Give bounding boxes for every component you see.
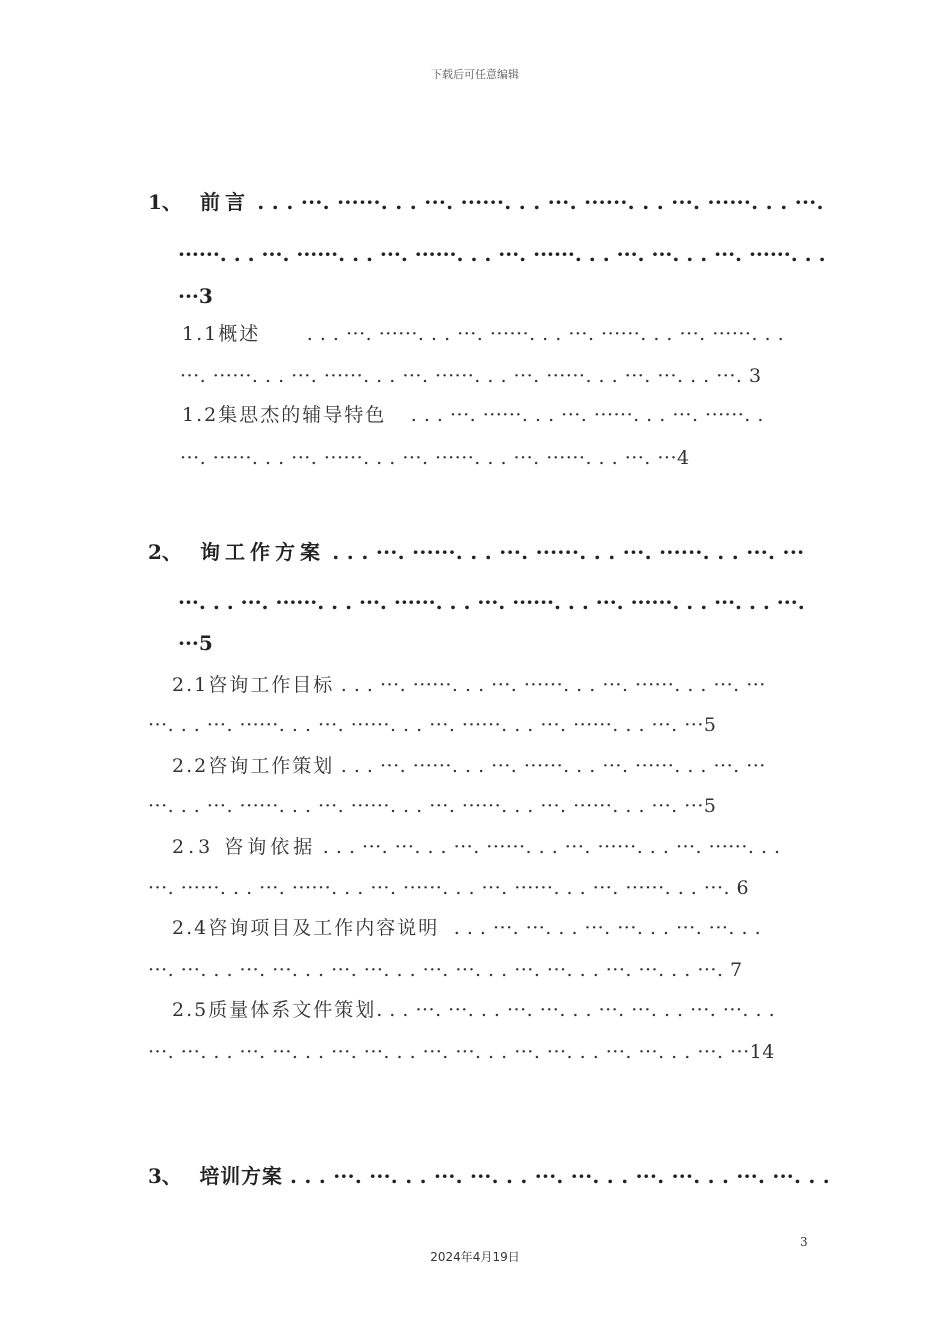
toc-leader: . . . ···. ···. . . ···. ···. . . ···. ···. . . ···. ···. . . ···. ···. . . [282, 1164, 830, 1188]
toc-entry-1-cont: ······. . . ···. ······. . . ···. ······. . . ···. ······. . . ···. ···. . . ···. ······. . . [178, 242, 826, 266]
toc-number: 3、 [148, 1164, 182, 1188]
toc-title: 1.2集思杰的辅导特色 [182, 404, 387, 426]
toc-leader: . . . ···. ······. . . ···. ······. . . ···. ······. . . ···. ··· [334, 755, 766, 777]
toc-leader: . . . ···. ······. . . ···. ······. . . ···. ······. . . ···. ······. . . ···. [250, 190, 824, 214]
toc-entry-2-5-cont: ···. ···. . . ···. ···. . . ···. ···. . . ···. ···. . . ···. ···. . . ···. ···. . . ···. ···14 [148, 1041, 775, 1063]
toc-leader: . . . ···. ···. . . ···. ···. . . ···. ···. . . ···. ···. . . [376, 999, 776, 1021]
toc-leader: . . . ···. ······. . . ···. ······. . . ···. ······. . . ···. ··· [325, 540, 805, 564]
toc-entry-2-4[interactable] [172, 916, 761, 940]
toc-entry-2-1-cont: ···. . . ···. ······. . . ···. ······. . . ···. ······. . . ···. ······. . . ···. ···5 [148, 714, 717, 736]
toc-entry-2-3-cont: ···. ······. . . ···. ······. . . ···. ······. . . ···. ······. . . ···. ······. . . ···. 6 [148, 877, 750, 899]
toc-entry-2-cont: ···. . . ···. ······. . . ···. ······. . . ···. ······. . . ···. ······. . . ···. . . ···. [178, 590, 805, 614]
toc-leader: . . . ···. ···. . . ···. ······. . . ···. ······. . . ···. ······. . . [316, 836, 781, 858]
toc-entry-2-1[interactable] [172, 673, 766, 697]
toc-entry-2[interactable] [148, 540, 804, 564]
toc-entry-2-2[interactable] [172, 754, 766, 778]
toc-title: 询工作方案 [200, 540, 325, 564]
toc-title: 培训方案 [199, 1164, 283, 1188]
toc-title: 2.2咨询工作策划 [172, 755, 335, 777]
toc-leader: . . . ···. ······. . . ···. ······. . . ···. ······. . . ···. ······. . . [300, 323, 785, 345]
toc-entry-1[interactable] [148, 190, 824, 214]
toc-entry-3[interactable] [148, 1164, 830, 1188]
toc-entry-1-2[interactable] [182, 403, 764, 427]
toc-title: 2.4咨询项目及工作内容说明 [172, 917, 440, 939]
toc-title: 2.3 咨询依据 [172, 836, 317, 858]
toc-title: 前言 [200, 190, 250, 214]
toc-leader: . . . ···. ······. . . ···. ······. . . ···. ······. . . ···. ··· [334, 674, 766, 696]
toc-leader: . . . ···. ······. . . ···. ······. . . ···. ······. . [404, 404, 764, 426]
toc-entry-2-5[interactable] [172, 998, 775, 1022]
toc-entry-1-page: ···3 [178, 284, 213, 308]
page-header: 下载后可任意编辑 [431, 68, 519, 81]
toc-leader: . . . ···. ···. . . ···. ···. . . ···. ···. . . [447, 917, 762, 939]
toc-number: 1、 [148, 190, 182, 214]
page-number: 3 [800, 1235, 808, 1249]
toc-entry-2-4-cont: ···. ···. . . ···. ···. . . ···. ···. . . ···. ···. . . ···. ···. . . ···. ···. . . ···. 7 [148, 959, 743, 981]
toc-number: 2、 [148, 540, 182, 564]
toc-entry-1-1-cont: ···. ······. . . ···. ······. . . ···. ······. . . ···. ······. . . ···. ···. . . ···. 3 [180, 365, 762, 387]
toc-entry-2-2-cont: ···. . . ···. ······. . . ···. ······. . . ···. ······. . . ···. ······. . . ···. ···5 [148, 795, 717, 817]
toc-entry-2-3[interactable] [172, 835, 781, 859]
toc-title: 2.5质量体系文件策划 [172, 999, 377, 1021]
page-footer-date: 2024年4月19日 [430, 1250, 520, 1264]
toc-entry-1-2-cont: ···. ······. . . ···. ······. . . ···. ······. . . ···. ······. . . ···. ···4 [180, 447, 690, 469]
toc-title: 1.1概述 [182, 323, 261, 345]
toc-entry-2-page: ···5 [178, 631, 213, 655]
toc-title: 2.1咨询工作目标 [172, 674, 335, 696]
toc-entry-1-1[interactable] [182, 322, 784, 346]
